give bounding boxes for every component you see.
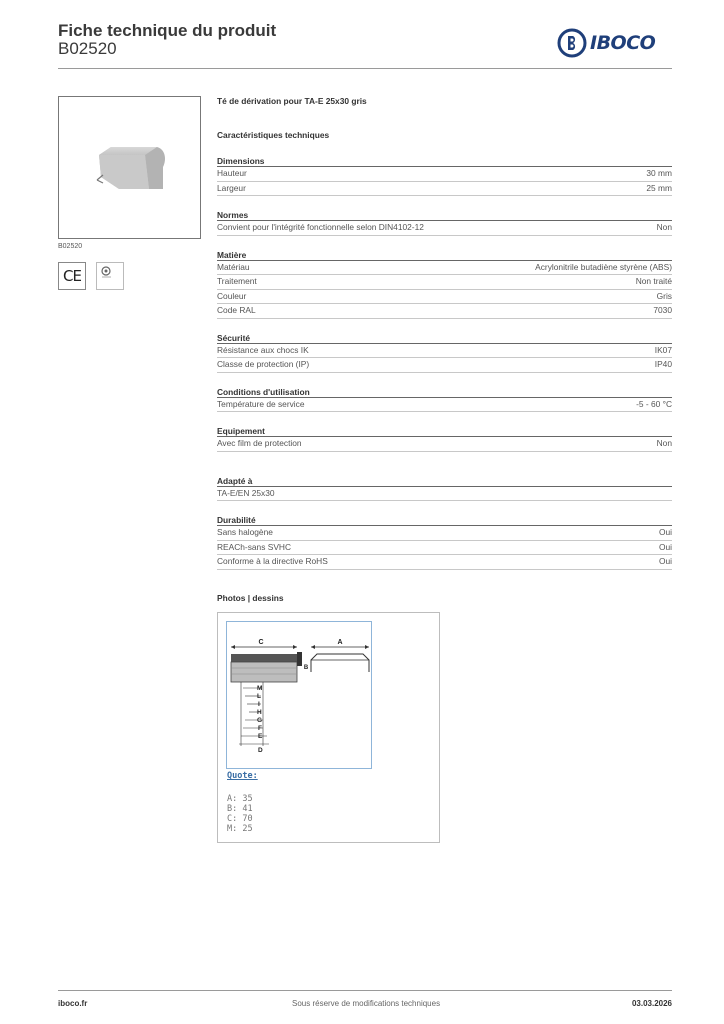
tee-fitting-image: [59, 97, 200, 238]
spec-label: Hauteur: [217, 168, 247, 178]
dim-label-g: G: [257, 717, 263, 724]
product-code: B02520: [58, 39, 117, 58]
spec-label: Couleur: [217, 290, 247, 301]
spec-value: Non traité: [635, 276, 672, 286]
section-durabilite: [217, 514, 672, 570]
spec-value: 25 mm: [646, 182, 672, 193]
footer-website-link[interactable]: iboco.fr: [58, 999, 88, 1008]
quote-item: M: 25: [227, 824, 253, 834]
footer-notice: Sous réserve de modifications techniques: [292, 999, 441, 1008]
dim-label-a: A: [337, 639, 343, 646]
ce-mark-icon: CE: [63, 267, 81, 285]
ce-certification: [58, 262, 86, 290]
section-normes: [217, 209, 672, 236]
section-title: Adapté à: [217, 475, 672, 487]
spec-value: Non: [656, 222, 672, 232]
spec-value: Acrylonitrile butadiène styrène (ABS): [535, 261, 672, 272]
dim-label-e: E: [258, 733, 263, 740]
photo-caption: B02520: [58, 243, 83, 250]
spec-label: Résistance aux chocs IK: [217, 344, 309, 355]
brand-name: IBOCO: [590, 32, 656, 54]
spec-value: Non: [656, 438, 672, 448]
dimension-drawing: [227, 622, 371, 768]
dim-label-d: D: [258, 747, 263, 754]
spec-row: [217, 304, 672, 319]
spec-value: Gris: [656, 290, 672, 301]
dim-label-i: I: [258, 701, 260, 708]
dim-label-l: L: [257, 693, 261, 700]
spec-value: Oui: [658, 541, 672, 552]
spec-value: -5 - 60 °C: [636, 398, 672, 409]
spec-label: Matériau: [217, 261, 250, 272]
quote-list: [227, 794, 253, 834]
footer-divider: [58, 990, 672, 991]
spec-value: 30 mm: [646, 168, 672, 178]
spec-value: IP40: [654, 359, 672, 369]
spec-label: Largeur: [217, 182, 246, 193]
dim-label-f: F: [258, 725, 262, 732]
section-adapte: [217, 475, 672, 502]
technical-drawing: [226, 621, 372, 769]
specification-table: [217, 96, 672, 570]
certification-badge: [96, 262, 124, 290]
section-matiere: [217, 249, 672, 319]
dim-label-c: C: [258, 639, 264, 646]
section-dimensions: [217, 155, 672, 196]
section-conditions: [217, 386, 672, 413]
page-title: Fiche technique du produit: [58, 21, 277, 40]
spec-label: Sans halogène: [217, 527, 273, 537]
dim-label-m: M: [257, 685, 263, 692]
spec-row: [217, 358, 672, 373]
spec-row: [217, 526, 672, 541]
section-title: Dimensions: [217, 155, 672, 167]
spec-label: TA-E/EN 25x30: [217, 487, 275, 498]
photos-heading: Photos | dessins: [217, 593, 284, 603]
spec-row: [217, 182, 672, 197]
spec-label: Conforme à la directive RoHS: [217, 556, 328, 566]
quote-heading: Quote:: [227, 771, 258, 781]
spec-row: [217, 541, 672, 556]
spec-row: [217, 261, 672, 276]
spec-label: Température de service: [217, 398, 305, 409]
spec-row: [217, 555, 672, 570]
section-title: Conditions d'utilisation: [217, 386, 672, 398]
spec-row: [217, 344, 672, 359]
spec-value: 7030: [653, 305, 672, 315]
product-photo: [58, 96, 201, 239]
section-securite: [217, 332, 672, 373]
quote-item: C: 70: [227, 814, 253, 824]
spec-row: [217, 398, 672, 413]
dim-label-h: H: [257, 709, 262, 716]
spec-label: Classe de protection (IP): [217, 359, 310, 369]
footer-date: 03.03.2026: [631, 999, 672, 1008]
brand-logo[interactable]: [557, 28, 673, 58]
section-title: Sécurité: [217, 332, 672, 344]
spec-row: [217, 290, 672, 305]
spec-row: [217, 275, 672, 290]
dim-label-b: B: [303, 665, 309, 671]
section-title: Normes: [217, 209, 672, 221]
section-title: Matière: [217, 249, 672, 261]
spec-label: Traitement: [217, 276, 257, 286]
technical-drawing-card: [217, 612, 440, 843]
spec-row: [217, 437, 672, 452]
section-title: Durabilité: [217, 514, 672, 526]
spec-value: IK07: [654, 344, 672, 355]
quote-item: A: 35: [227, 794, 253, 804]
spec-value: Oui: [658, 527, 672, 537]
spec-label: Convient pour l'intégrité fonctionnelle selon DIN4102-12: [217, 222, 424, 232]
certification-seal-icon: [97, 263, 123, 289]
tech-heading: Caractéristiques techniques: [217, 130, 330, 140]
spec-value: Oui: [658, 556, 672, 566]
spec-row: [217, 221, 672, 236]
quote-item: B: 41: [227, 804, 253, 814]
spec-label: Avec film de protection: [217, 438, 302, 448]
spec-row: [217, 487, 672, 502]
iboco-logo-icon: [557, 28, 587, 58]
spec-label: REACh-sans SVHC: [217, 541, 292, 552]
header-divider: [58, 68, 672, 69]
section-title: Equipement: [217, 425, 672, 437]
section-equipement: [217, 425, 672, 452]
spec-row: [217, 167, 672, 182]
product-title: Té de dérivation pour TA-E 25x30 gris: [217, 96, 367, 106]
spec-label: Code RAL: [217, 305, 256, 315]
